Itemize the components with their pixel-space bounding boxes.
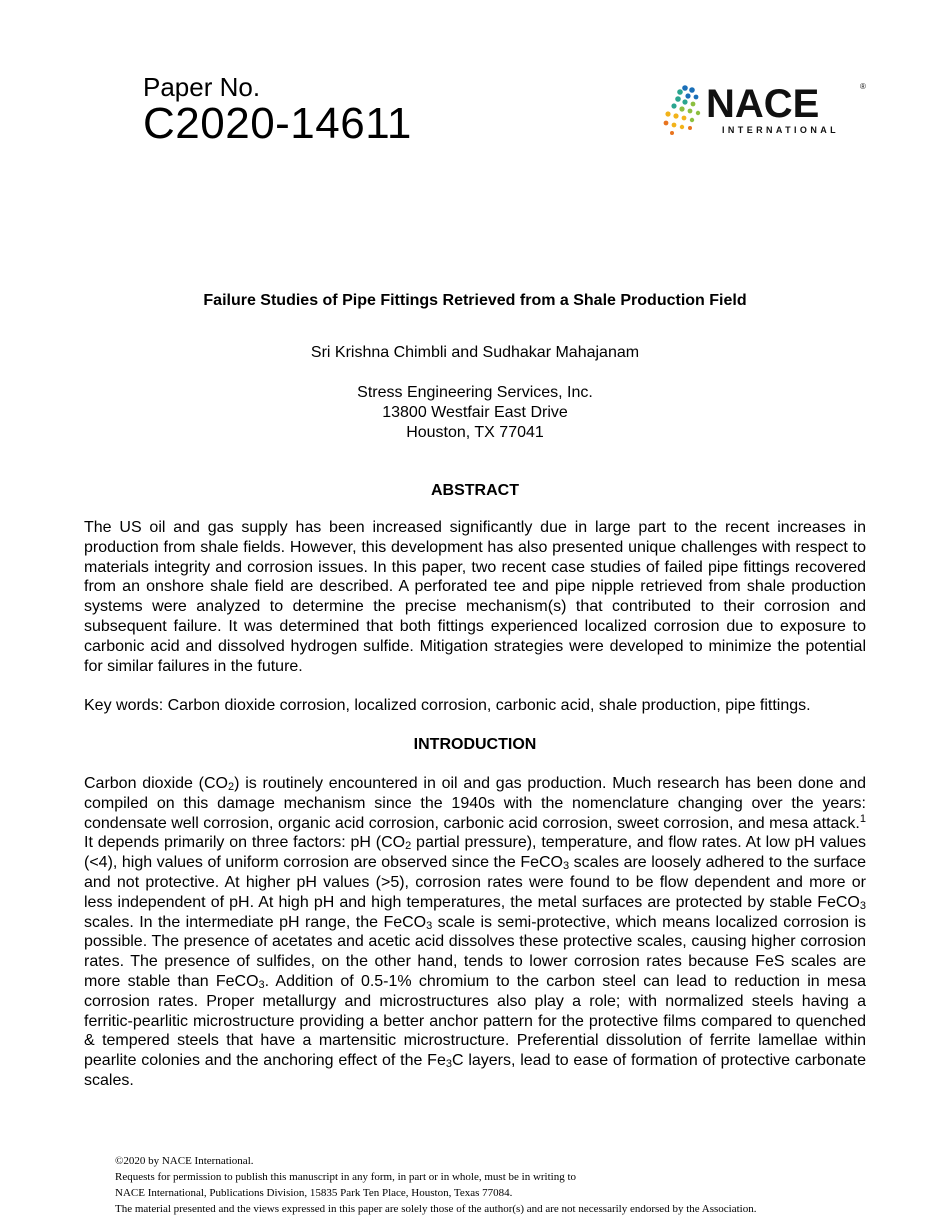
affiliation (84, 383, 866, 443)
footer-line: NACE International, Publications Division, 15835 Park Ten Place, Houston, Texas 77084. (115, 1187, 513, 1199)
affiliation-org: Stress Engineering Services, Inc. (357, 384, 593, 401)
nace-swirl-icon (664, 85, 701, 135)
nace-logo (660, 80, 870, 140)
footer-line: ©2020 by NACE International. (115, 1155, 254, 1167)
paper-number: C2020-14611 (143, 99, 412, 148)
paper-number-label: Paper No. (143, 72, 261, 102)
subscript: 3 (563, 860, 570, 873)
text-run: scales. In the intermediate pH range, the FeCO (84, 913, 427, 931)
paper-title: Failure Studies of Pipe Fittings Retrieved from a Shale Production Field (203, 292, 747, 309)
subscript: 3 (859, 899, 866, 912)
introduction-heading: INTRODUCTION (413, 736, 537, 753)
text-run: It depends primarily on three factors: pH (CO (84, 834, 406, 852)
citation-superscript: 1 (859, 812, 866, 825)
text-run: Carbon dioxide (CO (84, 775, 228, 792)
affiliation-city: Houston, TX 77041 (406, 424, 544, 441)
subscript: 3 (426, 919, 433, 932)
text-run: scales are loosely adhered to the surface and not protective. At higher pH values (>5), corrosion rates were found to be flow dependent and more or less independent of pH. At high pH and high temperatures, the metal surfaces are protected by stable FeCO (84, 854, 867, 911)
text-run: . Addition of 0.5-1% chromium to the carbon steel can lead to reduction in mesa corrosion rates. Proper metallurgy and microstructures also play a role; with normalized steels having a ferritic-pearlitic microstructure providing a better anchor pattern for the protective films compared to quenched & tempered steels that have a martensitic microstructure. Preferential dissolution of ferrite lamellae within pearlite colonies and the anchoring effect of the Fe (84, 972, 867, 1070)
subscript: 2 (228, 781, 235, 793)
keywords: Key words: Carbon dioxide corrosion, localized corrosion, carbonic acid, shale production, pipe fittings. (84, 697, 811, 714)
footer-line: The material presented and the views expressed in this paper are solely those of the author(s) and are not necessarily endorsed by the Association. (115, 1203, 757, 1215)
subscript: 2 (405, 840, 412, 853)
subscript: 3 (258, 978, 265, 991)
copyright-footer (115, 1153, 875, 1217)
nace-logo-name: NACE (706, 82, 820, 126)
abstract-text: The US oil and gas supply has been increased significantly due in large part to the recent increases in production from shale fields. However, this development has also presented unique challenges with respect to materials integrity and corrosion issues. In this paper, two recent case studies of failed pipe fittings recovered from an onshore shale field are described. A perforated tee and pipe nipple retrieved from shale production systems were analyzed to determine the precise mechanism(s) that contributed to their corrosion and subsequent failure. It was determined that both fittings experienced localized corrosion due to exposure to carbonic acid and dissolved hydrogen sulfide. Mitigation strategies were developed to minimize the potential for similar failures in the future. (84, 519, 866, 675)
text-run: ) is routinely encountered in oil and gas production. Much research has been done and compiled on this damage mechanism since the 1940s with the nomenclature changing over the years: condensate well corrosion, organic acid corrosion, carbonic acid corrosion, sweet corrosion, and mesa attack. (84, 775, 866, 832)
abstract-heading: ABSTRACT (431, 482, 519, 499)
text-run: C layers, lead to ease of formation of protective carbonate scales. (84, 1052, 866, 1089)
footer-line: Requests for permission to publish this manuscript in any form, in part or in whole, must be in writing to (115, 1171, 577, 1183)
registered-mark: ® (860, 82, 866, 91)
text-run: scale is semi-protective, which means localized corrosion is possible. The presence of acetates and acetic acid dissolves these protective scales, causing higher corrosion rates. The presence of sulfides, on the other hand, tends to lower corrosion rates because FeS scales are more stable than FeCO (84, 913, 867, 990)
subscript: 3 (445, 1058, 452, 1071)
nace-logo-subtitle: INTERNATIONAL (722, 125, 840, 135)
text-run: partial pressure), temperature, and flow rates. At low pH values (<4), high values of uniform corrosion are observed since the FeCO (84, 834, 866, 872)
authors: Sri Krishna Chimbli and Sudhakar Mahajanam (310, 344, 640, 361)
introduction-text (84, 774, 866, 1091)
affiliation-street: 13800 Westfair East Drive (382, 404, 568, 421)
